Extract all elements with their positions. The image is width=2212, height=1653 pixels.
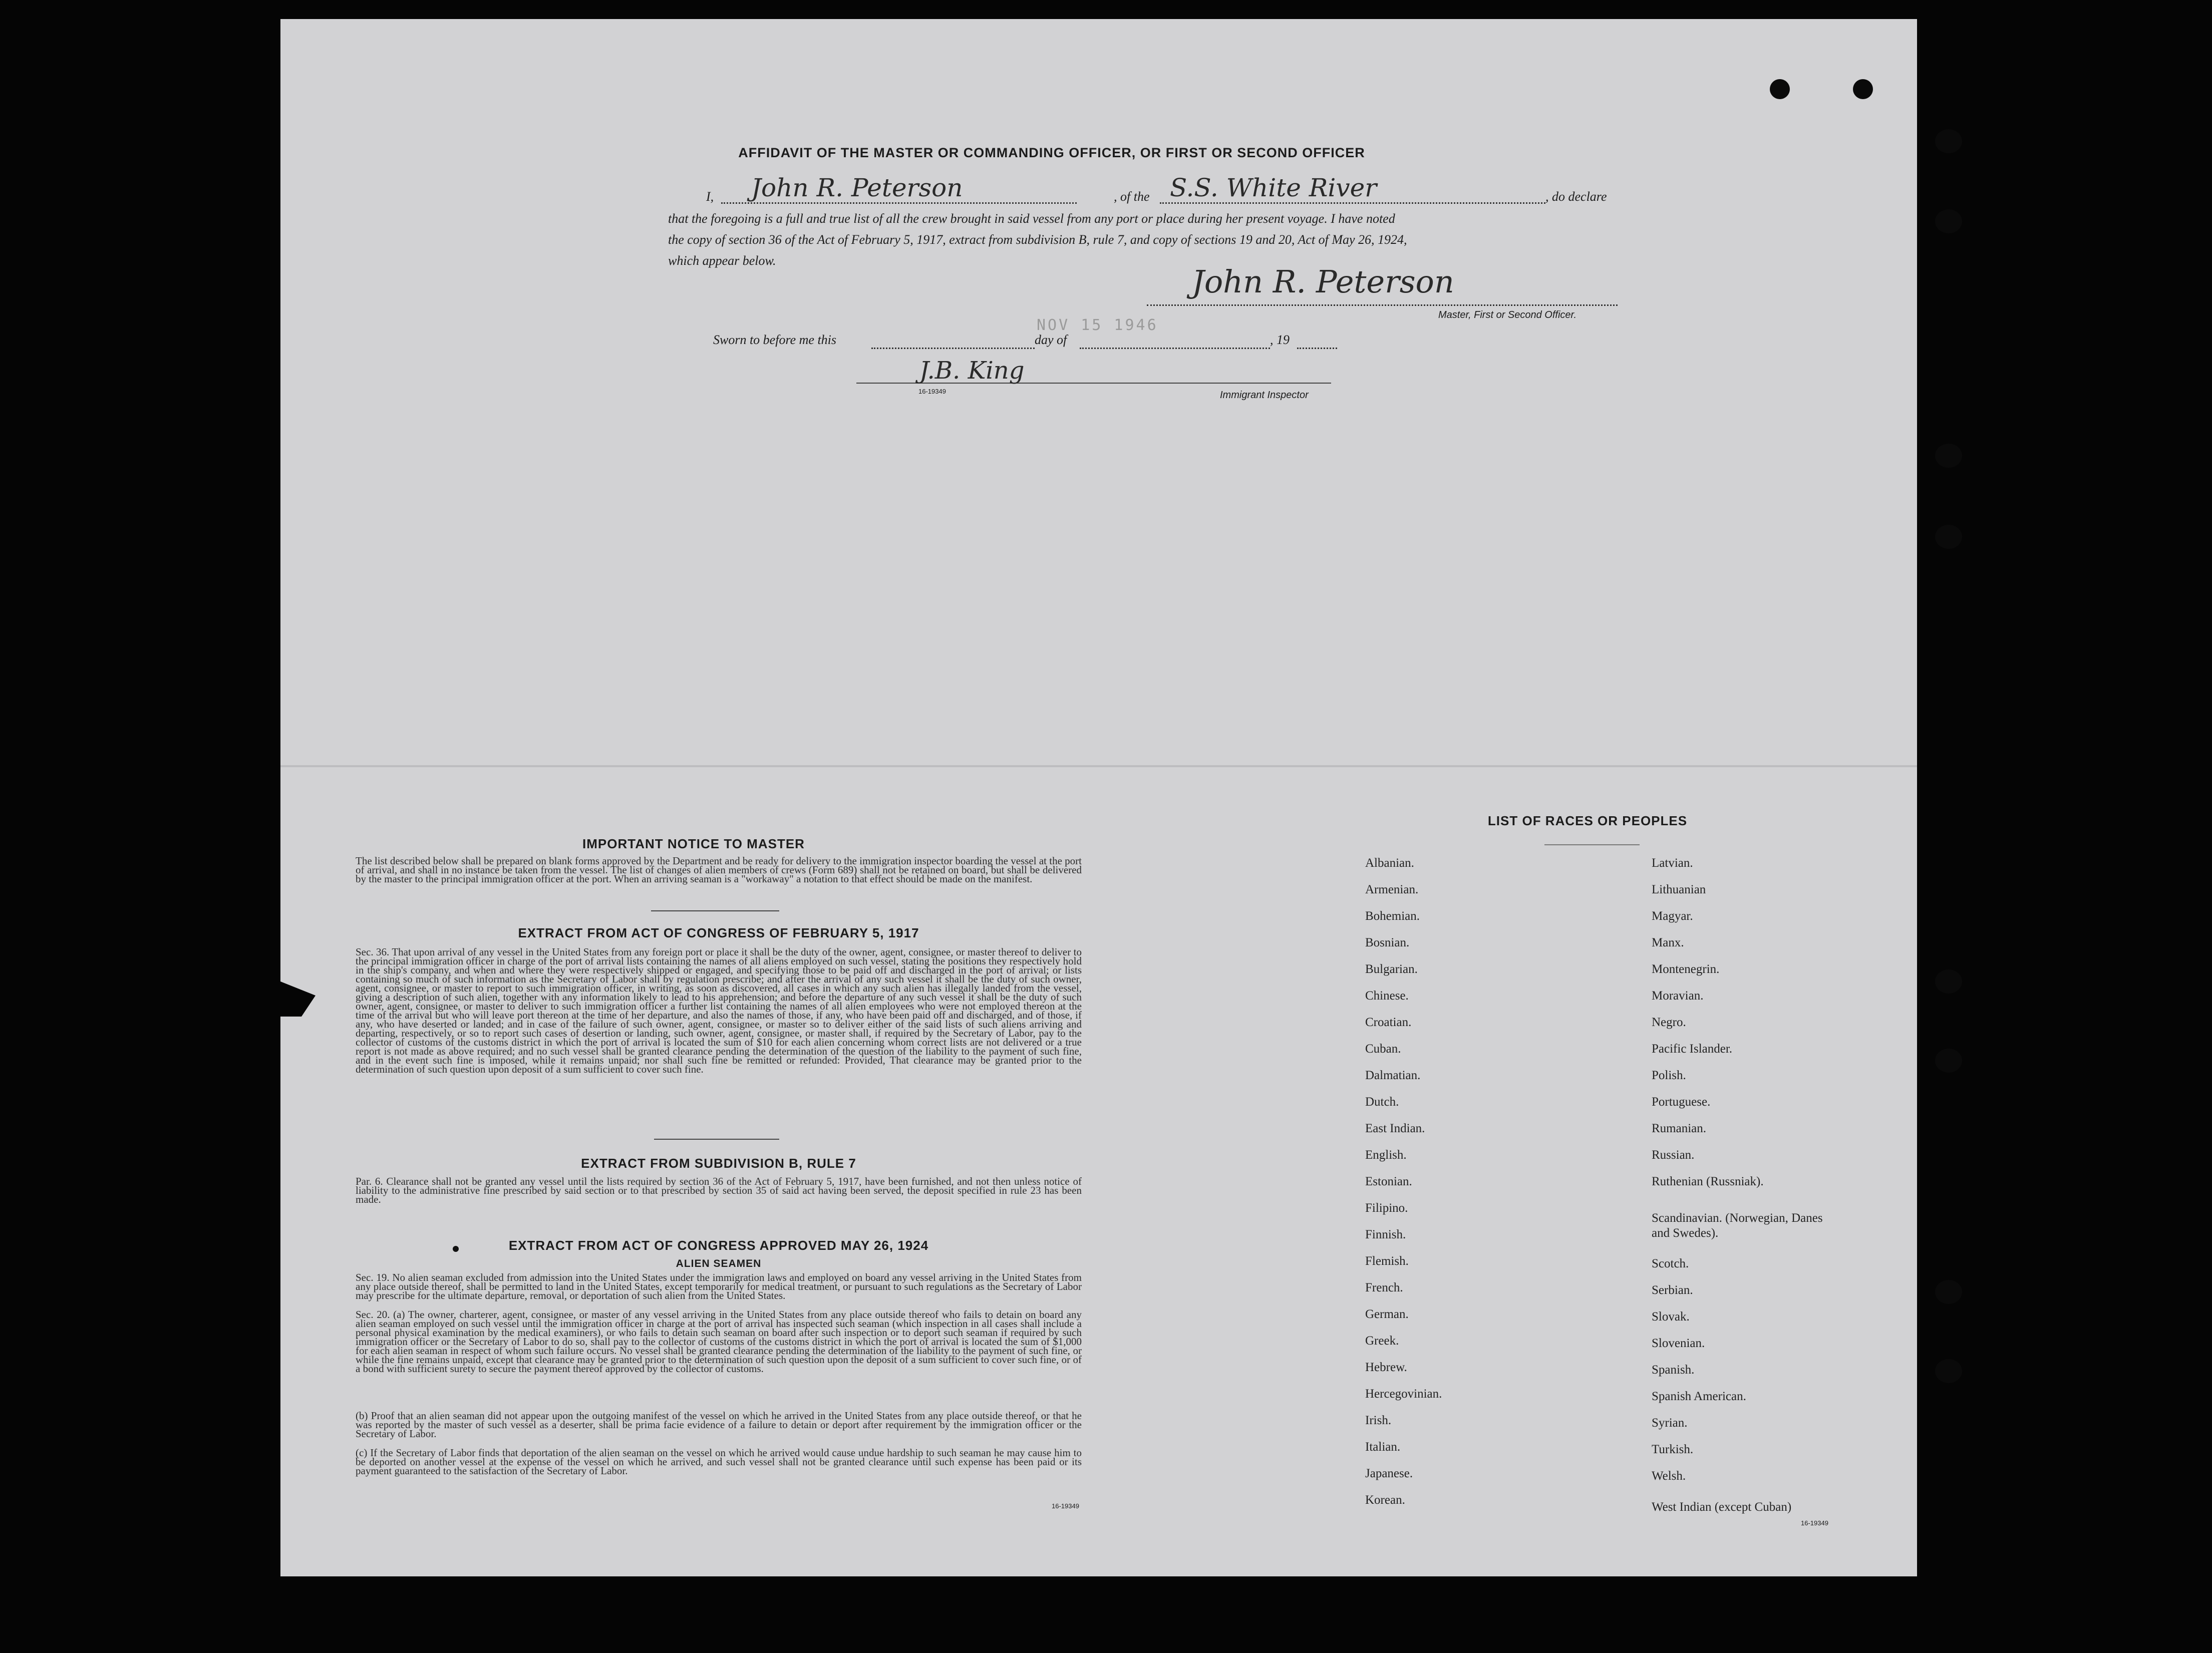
race-item: Greek.: [1365, 1334, 1399, 1348]
race-item: Japanese.: [1365, 1467, 1413, 1480]
race-item: Italian.: [1365, 1440, 1401, 1454]
race-item: Ruthenian (Russniak).: [1652, 1175, 1764, 1188]
do-declare-label: , do declare: [1545, 189, 1607, 204]
race-item: Scotch.: [1652, 1257, 1689, 1270]
extract-1924-title: EXTRACT FROM ACT OF CONGRESS APPROVED MAY 26, 1924: [508, 1238, 929, 1253]
race-item: English.: [1365, 1148, 1407, 1162]
race-item: Pacific Islander.: [1652, 1042, 1733, 1056]
year-label: , 19: [1270, 333, 1290, 347]
extract-1924-sec20a: Sec. 20. (a) The owner, charterer, agent, consignee, or master of any vessel arriving in the United States from any place outside thereof who fails to detain on board any alien seaman employed on such vessel until the immigration officer in charge at the port of arrival has inspected such seaman (which inspection in all cases shall include a personal physical examination by the medical examiners), or who fails to detain such seaman on board after such inspection or to deport such seaman if required by such immigration officer or the Secretary of Labor to do so, shall pay to the collector of customs of the customs district in which the port of arrival is located the sum of $1,000 for each alien seaman in respect of whom such failure occurs. No vessel shall be granted clearance pending the determination of the liability to the payment of such fine, or while the fine remains unpaid, except that clearance may be granted prior to the determination of such question upon the deposit of a sum sufficient to cover such fine, or of a bond with sufficient surety to secure the payment thereof approved by the collector of customs.: [356, 1308, 1082, 1375]
race-item: Welsh.: [1652, 1469, 1686, 1483]
race-item: French.: [1365, 1281, 1403, 1294]
race-item: Spanish American.: [1652, 1390, 1746, 1403]
race-item: Scandinavian. (Norwegian, Danes and Swedes).: [1652, 1211, 1823, 1240]
race-item: German.: [1365, 1307, 1409, 1321]
race-item: West Indian (except Cuban): [1652, 1500, 1792, 1514]
of-the-label: , of the: [1114, 189, 1150, 204]
sworn-day-field: [871, 333, 1035, 349]
day-of-label: day of: [1035, 333, 1067, 347]
race-item: East Indian.: [1365, 1122, 1425, 1135]
signature-caption: Master, First or Second Officer.: [1438, 309, 1577, 320]
race-item: Hercegovinian.: [1365, 1387, 1442, 1401]
race-item: Irish.: [1365, 1414, 1392, 1427]
sworn-month-field: [1080, 333, 1270, 349]
extract-rule7-title: EXTRACT FROM SUBDIVISION B, RULE 7: [581, 1156, 856, 1171]
page-fold: [280, 765, 1917, 767]
race-item: Korean.: [1365, 1493, 1405, 1507]
inspector-initials: J.B. King: [919, 357, 1025, 385]
affidavit-title: AFFIDAVIT OF THE MASTER OR COMMANDING OFFICER, OR FIRST OR SECOND OFFICER: [738, 145, 1365, 160]
sworn-label: Sworn to before me this: [713, 333, 837, 347]
sworn-year-field: [1297, 333, 1337, 349]
race-item: Bohemian.: [1365, 909, 1420, 923]
race-item: Flemish.: [1365, 1254, 1409, 1268]
race-item: Finnish.: [1365, 1228, 1406, 1241]
race-item: Polish.: [1652, 1069, 1686, 1082]
race-item: Bulgarian.: [1365, 962, 1418, 976]
race-item: Dalmatian.: [1365, 1069, 1421, 1082]
race-item: Dutch.: [1365, 1095, 1399, 1109]
punch-hole: [1770, 79, 1790, 99]
section-rule: [654, 1139, 779, 1140]
race-item: Hebrew.: [1365, 1361, 1407, 1374]
race-item: Croatian.: [1365, 1016, 1412, 1029]
races-title: LIST OF RACES OR PEOPLES: [1487, 813, 1688, 828]
race-item: Filipino.: [1365, 1201, 1408, 1215]
punch-hole: [1935, 969, 1962, 994]
race-item: Negro.: [1652, 1016, 1686, 1029]
punch-hole: [1935, 129, 1962, 153]
extract-1917-text: Sec. 36. That upon arrival of any vessel in the United States from any foreign port or place it shall be the duty of the owner, agent, consignee, or master thereof to deliver to the principal immigration officer in charge of the port of arrival lists containing the names of all aliens employed on such vessel, stating the positions they respectively hold in the ship's company, and when and where they were respectively shipped or engaged, and specifying those to be paid off and discharged in the port of arrival; or lists containing so much of such information as the Secretary of Labor shall by regulation prescribe; and after the arrival of any such vessel it shall be the duty of such owner, agent, consignee, or master to report to such immigration officer, in writing, as soon as discovered, all cases in which any such alien has illegally landed from the vessel, giving a description of such alien, together with any information likely to lead to his apprehension; and before the departure of any such vessel it shall be the duty of such owner, agent, consignee, or master to deliver to such immigration officer a further list containing the names of all alien employees who were not employed thereon at the time of the arrival but who will leave port thereon at the time of her departure, and also the names of those, if any, who have been paid off and discharged, and of those, if any, who have deserted or landed; and in case of the failure of such owner, agent, consignee, or master so to deliver either of the said lists of such aliens arriving and departing, respectively, or so to report such cases of desertion or landing, such owner, agent, consignee, or master shall, if required by the Secretary of Labor, pay to the collector of customs of the customs district in which the port of arrival is located the sum of $10 for each alien concerning whom correct lists are not delivered or a true report is not made as above required; and no such vessel shall be granted clearance pending the determination of the question of the liability to the payment of such fine, and in the event such fine is imposed, while it remains unpaid; nor shall such fine be remitted or refunded: Provided, That clearance may be granted prior to the determination of such question upon deposit of a sum sufficient to cover such fine.: [356, 946, 1082, 1075]
races-form-number: 16-19349: [1801, 1519, 1828, 1527]
extract-1924-sec20c: (c) If the Secretary of Labor finds that deportation of the alien seaman on the vessel on which he arrived would cause undue hardship to such seaman he may cause him to be deported on another vessel at the expense of the vessel on which he arrived, and such vessel shall not be granted clearance until such expense has been paid or its payment guaranteed to the satisfaction of the Secretary of Labor.: [356, 1447, 1082, 1477]
signature-field: [1147, 263, 1618, 306]
affidavit-body-line3: which appear below.: [668, 253, 776, 268]
i-label: I,: [706, 189, 714, 204]
vessel-handwritten: S.S. White River: [1170, 173, 1377, 202]
notice-title: IMPORTANT NOTICE TO MASTER: [582, 836, 805, 851]
race-item: Bosnian.: [1365, 936, 1410, 949]
race-item: Magyar.: [1652, 909, 1693, 923]
races-title-rule: [1544, 844, 1640, 845]
race-item: Portuguese.: [1652, 1095, 1711, 1109]
affidavit-form-number: 16-19349: [918, 388, 946, 395]
race-item: Rumanian.: [1652, 1122, 1707, 1135]
affidavit-body-line2: the copy of section 36 of the Act of February 5, 1917, extract from subdivision B, rule 7, and copy of sections 19 and 20, Act of May 26, 1924,: [668, 232, 1407, 247]
race-item: Syrian.: [1652, 1416, 1688, 1430]
race-item: Cuban.: [1365, 1042, 1401, 1056]
vessel-field: [1160, 173, 1545, 204]
race-item: Manx.: [1652, 936, 1684, 949]
punch-hole: [1935, 1359, 1962, 1383]
name-field: [721, 173, 1077, 204]
name-handwritten: John R. Peterson: [751, 173, 963, 202]
date-stamp: NOV 15 1946: [1037, 316, 1158, 334]
extract-1917-title: EXTRACT FROM ACT OF CONGRESS OF FEBRUARY 5, 1917: [518, 925, 919, 940]
extract-rule7-text: Par. 6. Clearance shall not be granted any vessel until the lists required by section 36 of the Act of February 5, 1917, have been furnished, and not then unless notice of liability to the administrative fine prescribed by said section or to that prescribed by section 35 of said act having been served, the deposit specified in rule 23 has been made.: [356, 1175, 1082, 1205]
race-item: Slovak.: [1652, 1310, 1690, 1324]
punch-hole: [1935, 1280, 1962, 1304]
punch-hole: [1935, 1049, 1962, 1073]
race-item: Montenegrin.: [1652, 962, 1720, 976]
affidavit-body-line1: that the foregoing is a full and true list of all the crew brought in said vessel from any port or place during her present voyage. I have noted: [668, 211, 1395, 226]
punch-hole: [1935, 444, 1962, 468]
punch-hole: [1853, 79, 1873, 99]
section-rule: [651, 910, 779, 911]
race-item: Estonian.: [1365, 1175, 1412, 1188]
punch-hole: [1935, 525, 1962, 549]
race-item: Turkish.: [1652, 1443, 1694, 1456]
race-item: Latvian.: [1652, 856, 1693, 870]
master-signature: John R. Peterson: [1192, 263, 1454, 300]
inspector-caption: Immigrant Inspector: [1220, 390, 1309, 401]
race-item: Armenian.: [1365, 883, 1419, 896]
race-item: Moravian.: [1652, 989, 1704, 1003]
extract-1924-sec20b: (b) Proof that an alien seaman did not appear upon the outgoing manifest of the vessel on which he arrived in the United States from any place outside thereof, or that he was reported by the master of such vessel as a deserter, shall be prima facie evidence of a failure to detain or deport after requirement by the immigration officer or the Secretary of Labor.: [356, 1410, 1082, 1440]
race-item: Slovenian.: [1652, 1337, 1705, 1350]
race-item: Albanian.: [1365, 856, 1414, 870]
race-item: Chinese.: [1365, 989, 1409, 1003]
extract-form-number: 16-19349: [1052, 1502, 1079, 1510]
notice-text: The list described below shall be prepared on blank forms approved by the Department and be ready for delivery to the immigration inspector boarding the vessel at the port of arrival, and shall in no instance be taken from the vessel. The list of changes of alien members of crews (Form 689) shall not be retained on board, but shall be delivered by the master to the principal immigration officer at the port. When an arriving seaman is a "workaway" a notation to that effect should be made on the manifest.: [356, 855, 1082, 885]
punch-hole: [1935, 209, 1962, 233]
race-item: Serbian.: [1652, 1283, 1693, 1297]
race-item: Spanish.: [1652, 1363, 1695, 1377]
race-item: Russian.: [1652, 1148, 1695, 1162]
race-item: Lithuanian: [1652, 883, 1706, 896]
extract-1924-subtitle: ALIEN SEAMEN: [676, 1258, 762, 1269]
extract-1924-sec19: Sec. 19. No alien seaman excluded from admission into the United States under the immigration laws and employed on board any vessel arriving in the United States from any place outside thereof, shall be permitted to land in the United States, except temporarily for medical treatment, or pursuant to such regulations as the Secretary of Labor may prescribe for the ultimate departure, removal, or deportation of such alien from the United States.: [356, 1271, 1082, 1301]
